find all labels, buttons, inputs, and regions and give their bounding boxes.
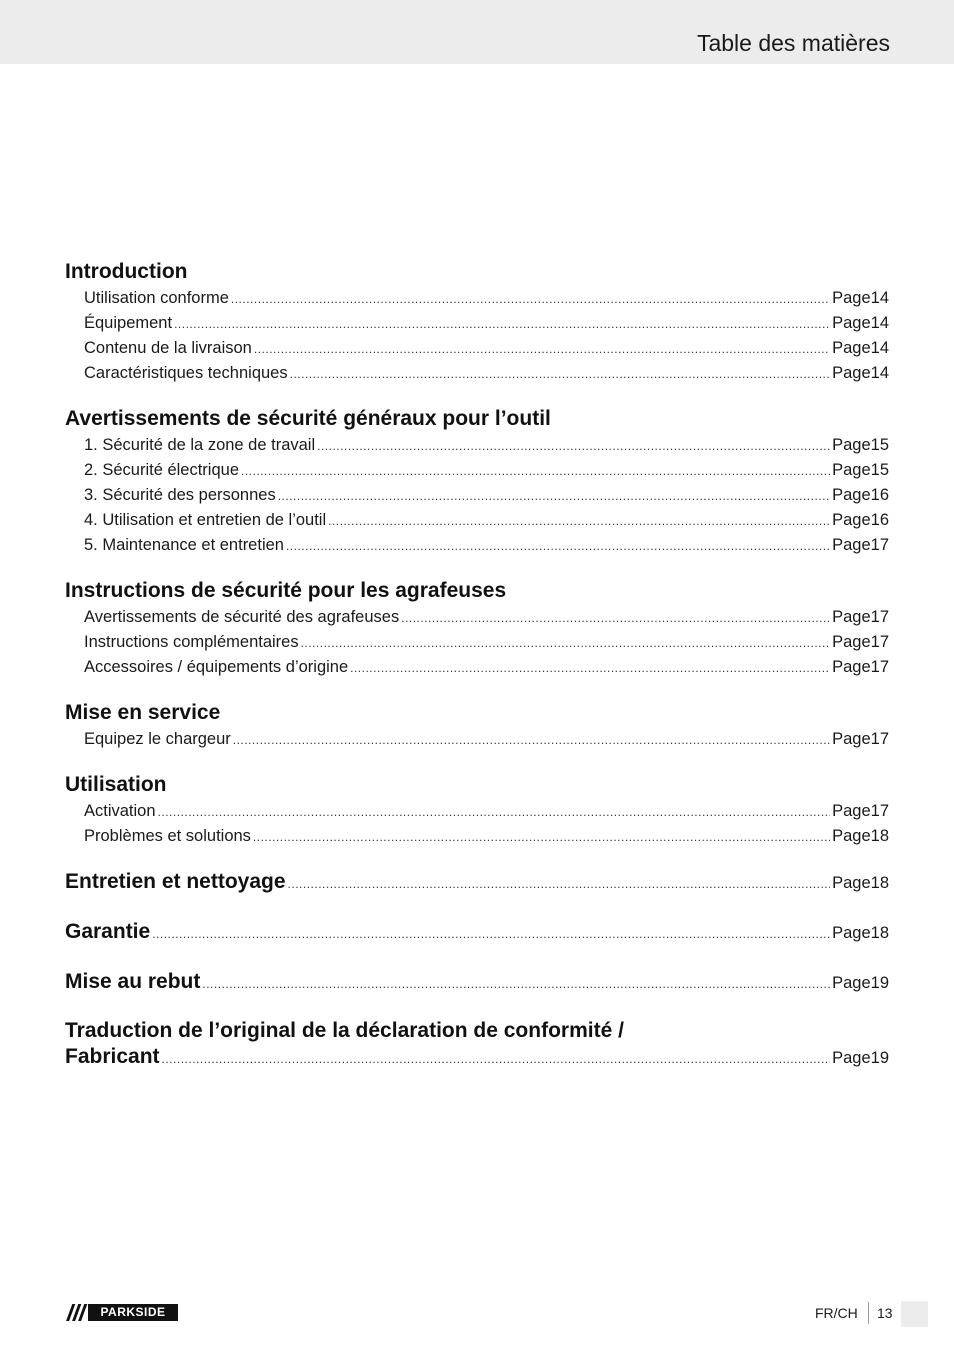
toc-entry[interactable] [84, 433, 889, 458]
entry-label: Avertissements de sécurité des agrafeuses [84, 608, 400, 626]
entry-page-number: 16 [870, 511, 889, 529]
dot-leader [288, 870, 831, 898]
logo-brand-text: PARKSIDE [88, 1304, 178, 1321]
section-entries [65, 727, 889, 752]
entry-label: Utilisation conforme [84, 289, 229, 307]
dot-leader [286, 534, 830, 559]
header-band [0, 0, 954, 64]
entry-page-word: Page [832, 874, 871, 892]
entry-page-word: Page [832, 289, 871, 307]
toc-entry[interactable] [84, 311, 889, 336]
section-title: Instructions de sécurité pour les agrafeuses [65, 579, 507, 602]
entry-page-number: 14 [870, 339, 889, 357]
dot-leader [301, 631, 831, 656]
section-entries [65, 605, 889, 680]
section-entries [65, 433, 889, 558]
entry-page-number: 16 [870, 486, 889, 504]
entry-page-word: Page [832, 536, 871, 554]
toc-entry[interactable] [84, 630, 889, 655]
dot-leader [241, 459, 830, 484]
entry-label: 2. Sécurité électrique [84, 461, 240, 479]
dot-leader [233, 728, 830, 753]
entry-page-word: Page [832, 633, 871, 651]
entry-page-word: Page [832, 1049, 871, 1067]
toc-entry[interactable] [84, 605, 889, 630]
entry-page-number: 15 [870, 461, 889, 479]
section-title: Avertissements de sécurité généraux pour l’outil [65, 407, 551, 430]
toc-entry[interactable] [84, 508, 889, 533]
entry-page-number: 19 [870, 1049, 889, 1067]
entry-page-word: Page [832, 802, 871, 820]
toc-entry[interactable] [84, 286, 889, 311]
entry-page-word: Page [832, 827, 871, 845]
toc-section [65, 258, 889, 386]
section-title: Utilisation [65, 773, 167, 796]
entry-page-word: Page [832, 314, 871, 332]
toc-entry[interactable] [84, 533, 889, 558]
entry-label: Équipement [84, 314, 173, 332]
toc-entry[interactable] [84, 336, 889, 361]
entry-page-number: 15 [870, 436, 889, 454]
entry-page-number: 14 [870, 289, 889, 307]
entry-page-number: 14 [870, 314, 889, 332]
toc-section [65, 577, 889, 680]
entry-page-number: 17 [870, 730, 889, 748]
dot-leader [350, 656, 830, 681]
toc-entry[interactable] [84, 655, 889, 680]
section-entries [65, 799, 889, 849]
footer-language: FR/CH [815, 1305, 858, 1321]
page-title: Table des matières [696, 30, 890, 56]
entry-page-word: Page [832, 974, 871, 992]
entry-page-number: 17 [870, 802, 889, 820]
heading-label: Mise au rebut [65, 970, 201, 993]
entry-page-word: Page [832, 339, 871, 357]
entry-page-word: Page [832, 436, 871, 454]
entry-label: Problèmes et solutions [84, 827, 251, 845]
logo-stripes-icon [66, 1304, 88, 1321]
table-of-contents [65, 258, 889, 1070]
dot-leader [152, 920, 830, 948]
heading-label-line1: Traduction de l’original de la déclaration de conformité / [65, 1019, 624, 1042]
entry-label: Activation [84, 802, 156, 820]
toc-heading-entry[interactable] [65, 918, 889, 946]
entry-label: Caractéristiques techniques [84, 364, 288, 382]
toc-entry[interactable] [84, 824, 889, 849]
entry-page-number: 17 [870, 536, 889, 554]
entry-page-number: 18 [870, 874, 889, 892]
entry-page-word: Page [832, 658, 871, 676]
dot-leader [328, 509, 830, 534]
entry-page-word: Page [832, 461, 871, 479]
dot-leader [162, 1046, 831, 1072]
section-title: Mise en service [65, 701, 221, 724]
dot-leader [254, 337, 830, 362]
footer-divider [868, 1302, 869, 1324]
entry-label: 4. Utilisation et entretien de l’outil [84, 511, 327, 529]
toc-heading-entry[interactable] [65, 868, 889, 896]
dot-leader [231, 287, 830, 312]
dot-leader [278, 484, 830, 509]
entry-page-number: 17 [870, 633, 889, 651]
section-title: Introduction [65, 260, 188, 283]
entry-page-word: Page [832, 924, 871, 942]
entry-page-number: 14 [870, 364, 889, 382]
dot-leader [202, 970, 830, 998]
entry-page-number: 19 [870, 974, 889, 992]
toc-entry[interactable] [84, 361, 889, 386]
entry-page-number: 18 [870, 924, 889, 942]
entry-page-word: Page [832, 608, 871, 626]
toc-entry[interactable] [84, 483, 889, 508]
entry-page-word: Page [832, 364, 871, 382]
dot-leader [253, 825, 830, 850]
entry-label: Instructions complémentaires [84, 633, 299, 651]
heading-label: Entretien et nettoyage [65, 870, 286, 893]
toc-entry[interactable] [84, 727, 889, 752]
entry-page-number: 17 [870, 658, 889, 676]
dot-leader [290, 362, 830, 387]
dot-leader [174, 312, 830, 337]
entry-label: Equipez le chargeur [84, 730, 231, 748]
toc-section [65, 771, 889, 849]
entry-page-word: Page [832, 511, 871, 529]
toc-final-entry[interactable] [65, 1018, 889, 1070]
dot-leader [158, 800, 831, 825]
parkside-logo [66, 1304, 178, 1321]
footer-page-number: 13 [877, 1305, 893, 1321]
entry-label: 3. Sécurité des personnes [84, 486, 276, 504]
toc-section [65, 699, 889, 752]
heading-label-line2: Fabricant [65, 1045, 160, 1068]
dot-leader [401, 606, 830, 631]
toc-entry[interactable] [84, 799, 889, 824]
entry-label: 1. Sécurité de la zone de travail [84, 436, 316, 454]
entry-page-word: Page [832, 730, 871, 748]
final-heading-row [65, 1044, 889, 1070]
entry-page-number: 17 [870, 608, 889, 626]
entry-page-number: 18 [870, 827, 889, 845]
entry-label: 5. Maintenance et entretien [84, 536, 284, 554]
toc-heading-entry[interactable] [65, 968, 889, 996]
toc-entry[interactable] [84, 458, 889, 483]
entry-label: Contenu de la livraison [84, 339, 252, 357]
entry-label: Accessoires / équipements d’origine [84, 658, 349, 676]
heading-label: Garantie [65, 920, 151, 943]
dot-leader [317, 434, 830, 459]
footer-corner-box [901, 1301, 928, 1327]
toc-section [65, 405, 889, 558]
entry-page-word: Page [832, 486, 871, 504]
section-entries [65, 286, 889, 386]
